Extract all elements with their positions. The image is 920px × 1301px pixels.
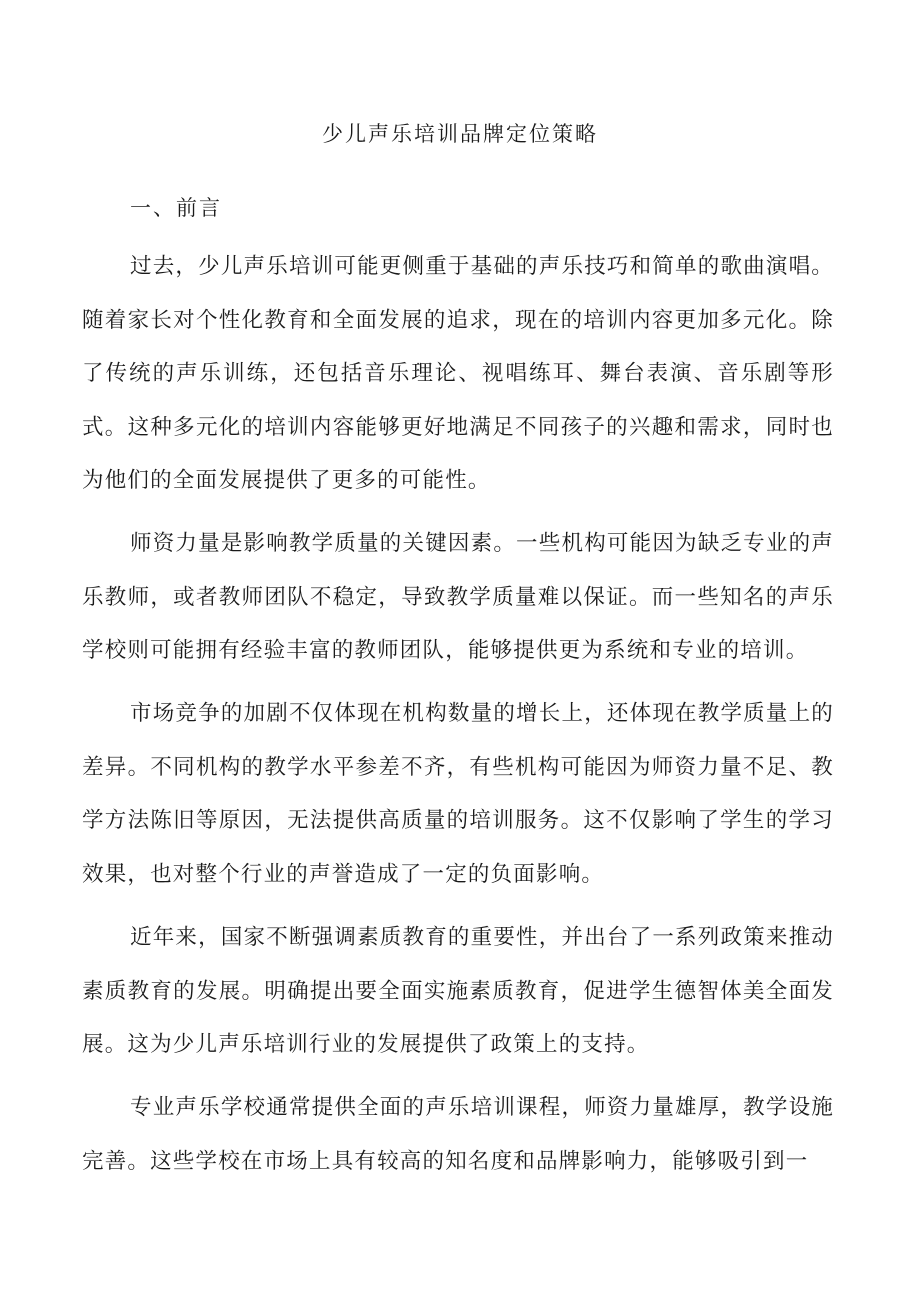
- paragraph-5: 专业声乐学校通常提供全面的声乐培训课程，师资力量雄厚，教学设施完善。这些学校在市场上具有较高的知名度和品牌影响力，能够吸引到一: [82, 1095, 834, 1174]
- paragraph-2: 师资力量是影响教学质量的关键因素。一些机构可能因为缺乏专业的声乐教师，或者教师团队不稳定，导致教学质量难以保证。而一些知名的声乐学校则可能拥有经验丰富的教师团队，能够提供更为系统和专业的培训。: [82, 531, 834, 663]
- paragraph-3: 市场竞争的加剧不仅体现在机构数量的增长上，还体现在教学质量上的差异。不同机构的教学水平参差不齐，有些机构可能因为师资力量不足、教学方法陈旧等原因，无法提供高质量的培训服务。这不仅影响了学生的学习效果，也对整个行业的声誉造成了一定的负面影响。: [82, 701, 834, 887]
- paragraph-1: 过去，少儿声乐培训可能更侧重于基础的声乐技巧和简单的歌曲演唱。随着家长对个性化教育和全面发展的追求，现在的培训内容更加多元化。除了传统的声乐训练，还包括音乐理论、视唱练耳、舞台表演、音乐剧等形式。这种多元化的培训内容能够更好地满足不同孩子的兴趣和需求，同时也为他们的全面发展提供了更多的可能性。: [82, 254, 834, 493]
- paragraph-4: 近年来，国家不断强调素质教育的重要性，并出台了一系列政策来推动素质教育的发展。明确提出要全面实施素质教育，促进学生德智体美全面发展。这为少儿声乐培训行业的发展提供了政策上的支持。: [82, 925, 834, 1057]
- document-title: 少儿声乐培训品牌定位策略: [322, 122, 598, 146]
- section-heading: 一、前言: [130, 196, 222, 220]
